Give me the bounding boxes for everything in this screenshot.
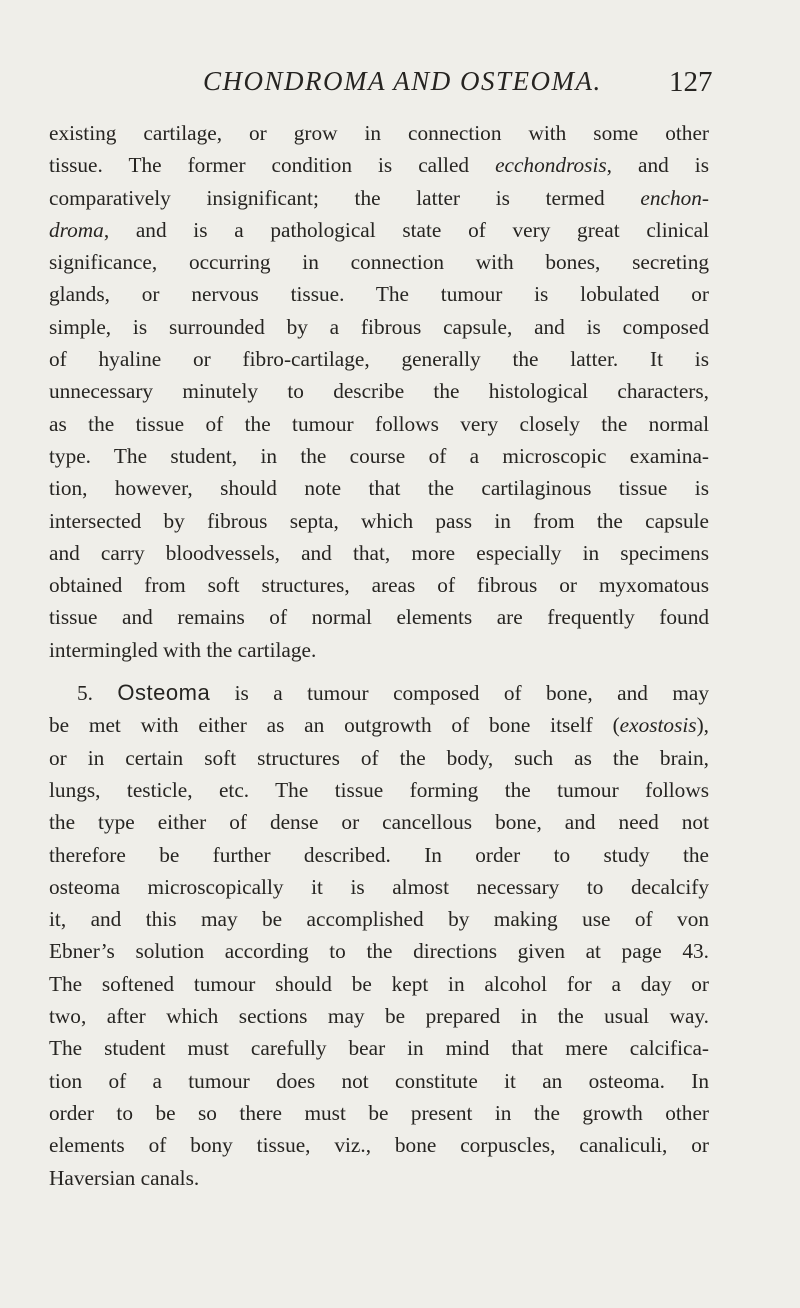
text-line: of hyaline or fibro-cartilage, generally the latter. It is — [49, 347, 709, 372]
text-line: Haversian canals. — [49, 1165, 200, 1190]
text-line: as the tissue of the tumour follows very closely the normal — [49, 411, 709, 436]
text-line: and carry bloodvessels, and that, more especially in specimens — [49, 540, 709, 565]
text-line: obtained from soft structures, areas of fibrous or myxomatous — [49, 573, 709, 598]
text-line: Ebner’s solution according to the directions given at page 43. — [49, 939, 709, 964]
running-title: CHONDROMA AND OSTEOMA. — [203, 66, 602, 96]
text-line: osteoma microscopically it is almost necessary to decalcify — [49, 874, 709, 899]
text-line: therefore be further described. In order to study the — [49, 842, 709, 867]
text-line: two, after which sections may be prepared in the usual way. — [49, 1004, 709, 1029]
text-line: The softened tumour should be kept in alcohol for a day or — [49, 971, 709, 996]
text-line: significance, occurring in connection with bones, secreting — [49, 250, 709, 275]
text-line: simple, is surrounded by a fibrous capsule, and is composed — [49, 314, 709, 339]
text-line: existing cartilage, or grow in connection with some other — [49, 121, 709, 145]
term-ecchondrosis: ecchondrosis — [495, 153, 607, 178]
page-header — [0, 66, 800, 106]
text-line: unnecessary minutely to describe the histological characters, — [49, 379, 709, 404]
term-enchondroma-part2: droma — [49, 217, 104, 242]
text-line: order to be so there must be present in the growth other — [49, 1100, 709, 1125]
text-line: type. The student, in the course of a microscopic examina- — [49, 443, 709, 468]
page-body — [49, 117, 709, 1194]
text-line: tissue. The former condition is called ecchondrosis, and is — [49, 153, 709, 178]
page-number: 127 — [669, 66, 713, 98]
text-line: be met with either as an outgrowth of bone itself (exostosis), — [49, 713, 709, 738]
text-line: intersected by fibrous septa, which pass in from the capsule — [49, 508, 709, 533]
text-line: 5. Osteoma is a tumour composed of bone, and may — [77, 680, 709, 706]
text-line: droma, and is a pathological state of very great clinical — [49, 217, 709, 242]
term-exostosis: exostosis — [619, 713, 697, 738]
text-line: glands, or nervous tissue. The tumour is lobulated or — [49, 282, 709, 307]
text-line: or in certain soft structures of the body, such as the brain, — [49, 745, 709, 770]
paragraph-osteoma — [49, 677, 709, 1194]
text-line: intermingled with the cartilage. — [49, 637, 317, 662]
section-heading: Osteoma — [117, 680, 211, 706]
text-line: tissue and remains of normal elements are frequently found — [49, 605, 709, 630]
paragraph-chondroma — [49, 117, 709, 666]
text-line: The student must carefully bear in mind that mere calcifica- — [49, 1036, 709, 1061]
text-line: tion of a tumour does not constitute it an osteoma. In — [49, 1068, 709, 1093]
text-line: lungs, testicle, etc. The tissue forming the tumour follows — [49, 777, 709, 802]
text-line: it, and this may be accomplished by making use of von — [49, 907, 709, 932]
text-line: the type either of dense or cancellous bone, and need not — [49, 810, 709, 835]
section-number: 5. — [77, 681, 93, 706]
text-line: comparatively insignificant; the latter is termed enchon- — [49, 185, 709, 210]
text-line: tion, however, should note that the cartilaginous tissue is — [49, 476, 709, 501]
term-enchondroma-part1: enchon- — [640, 185, 709, 210]
text-line: elements of bony tissue, viz., bone corpuscles, canaliculi, or — [49, 1133, 709, 1158]
